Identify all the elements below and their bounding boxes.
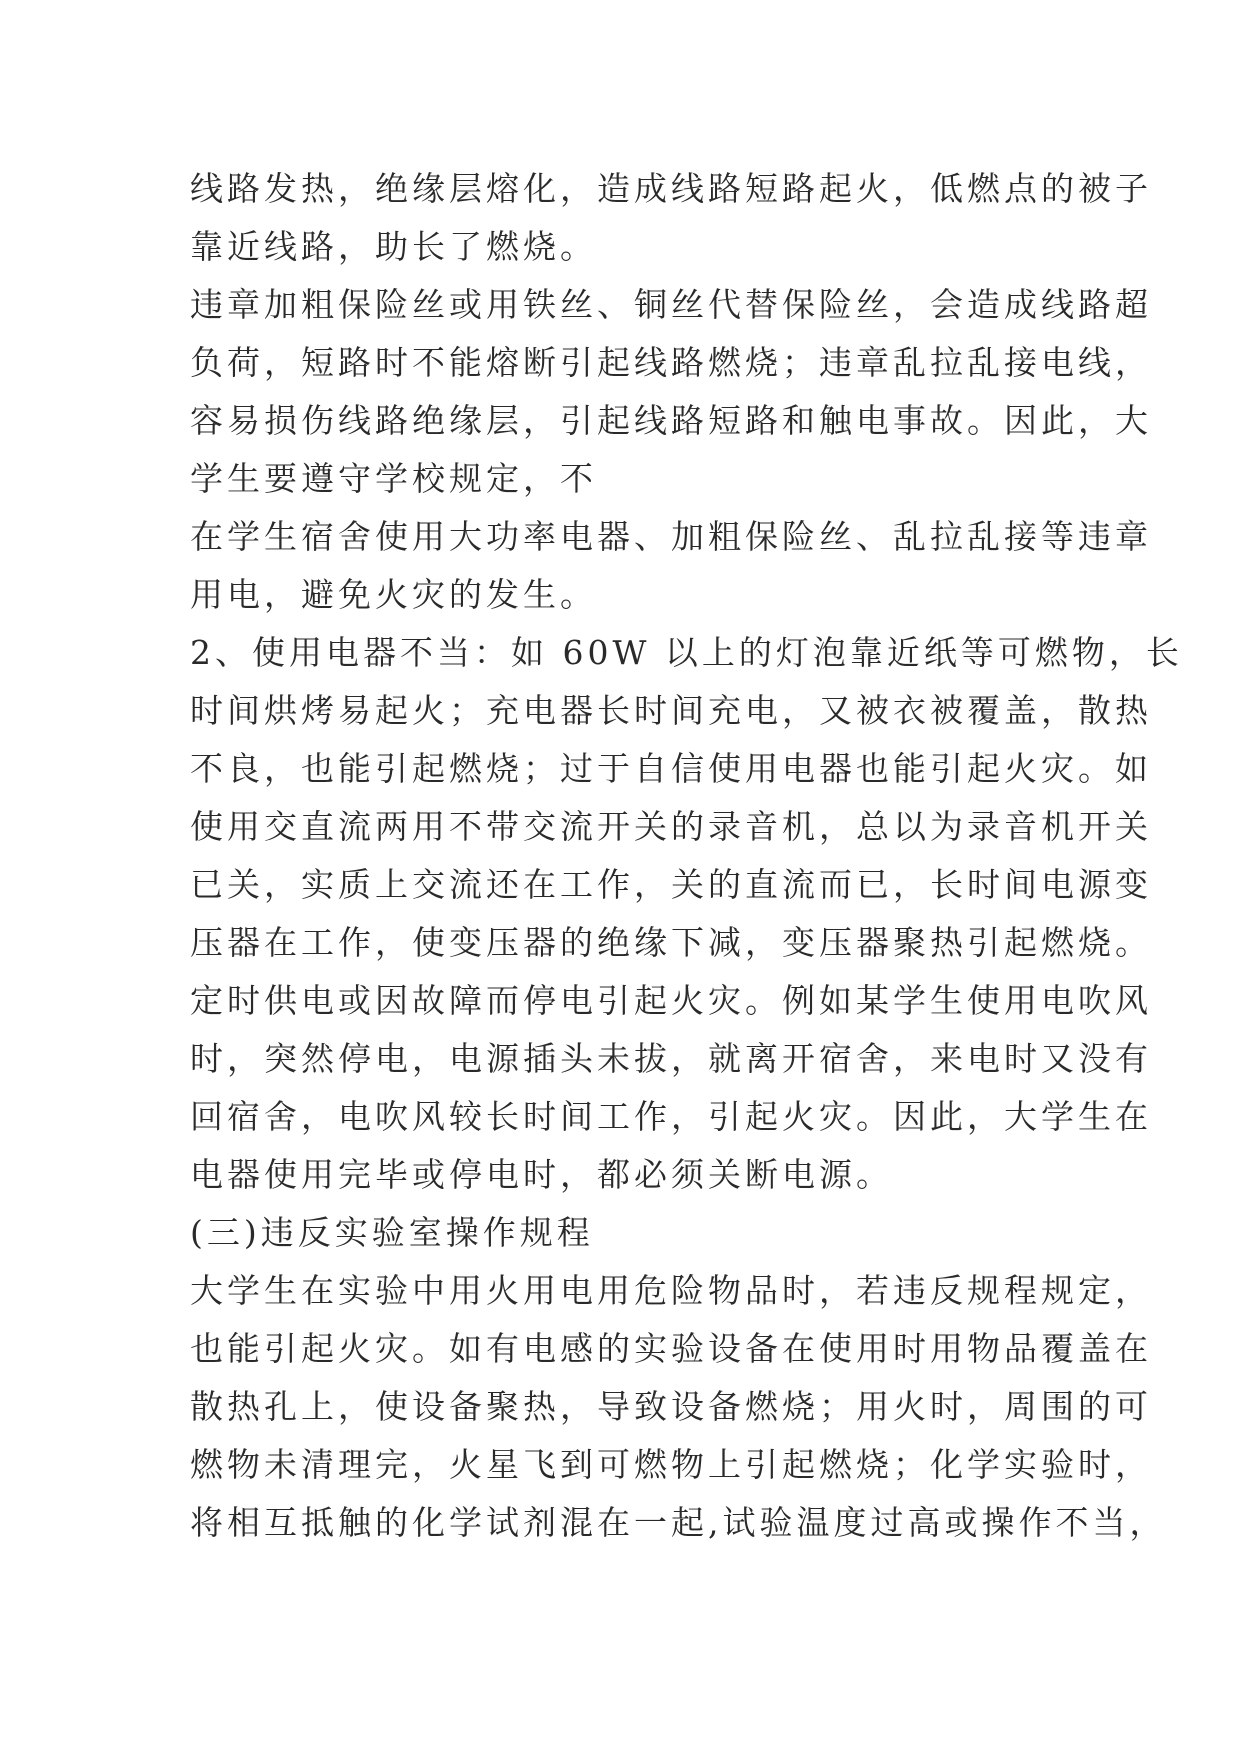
text-line: 回宿舍，电吹风较长时间工作，引起火灾。因此，大学生在 <box>190 1097 1152 1136</box>
text-line: 用电，避免火灾的发生。 <box>190 575 597 614</box>
text-line: 在学生宿舍使用大功率电器、加粗保险丝、乱拉乱接等违章 <box>190 517 1152 556</box>
text-line: 散热孔上，使设备聚热，导致设备燃烧；用火时，周围的可 <box>190 1387 1152 1426</box>
section-heading: (三)违反实验室操作规程 <box>190 1213 594 1252</box>
text-line: 靠近线路，助长了燃烧。 <box>190 227 597 266</box>
text-line: 不良，也能引起燃烧；过于自信使用电器也能引起火灾。如 <box>190 749 1152 788</box>
text-line: 将相互抵触的化学试剂混在一起,试验温度过高或操作不当， <box>190 1503 1167 1542</box>
text-line: 学生要遵守学校规定，不 <box>190 459 597 498</box>
text-line: 也能引起火灾。如有电感的实验设备在使用时用物品覆盖在 <box>190 1329 1152 1368</box>
text-line: 线路发热，绝缘层熔化，造成线路短路起火，低燃点的被子 <box>190 169 1152 208</box>
text-line: 定时供电或因故障而停电引起火灾。例如某学生使用电吹风 <box>190 981 1152 1020</box>
text-line: 违章加粗保险丝或用铁丝、铜丝代替保险丝，会造成线路超 <box>190 285 1152 324</box>
body-text <box>190 160 1183 1552</box>
text-line: 时间烘烤易起火；充电器长时间充电，又被衣被覆盖，散热 <box>190 691 1152 730</box>
text-line: 时，突然停电，电源插头未拔，就离开宿舍，来电时又没有 <box>190 1039 1152 1078</box>
text-line: 大学生在实验中用火用电用危险物品时，若违反规程规定， <box>190 1271 1152 1310</box>
text-line: 负荷，短路时不能熔断引起线路燃烧；违章乱拉乱接电线， <box>190 343 1152 382</box>
text-line: 2、使用电器不当：如 60W 以上的灯泡靠近纸等可燃物，长 <box>190 633 1183 672</box>
text-line: 已关，实质上交流还在工作，关的直流而已，长时间电源变 <box>190 865 1152 904</box>
text-line: 使用交直流两用不带交流开关的录音机，总以为录音机开关 <box>190 807 1152 846</box>
text-line: 容易损伤线路绝缘层，引起线路短路和触电事故。因此，大 <box>190 401 1152 440</box>
text-line: 压器在工作，使变压器的绝缘下减，变压器聚热引起燃烧。 <box>190 923 1152 962</box>
text-line: 燃物未清理完，火星飞到可燃物上引起燃烧；化学实验时， <box>190 1445 1152 1484</box>
text-line: 电器使用完毕或停电时，都必须关断电源。 <box>190 1155 893 1194</box>
